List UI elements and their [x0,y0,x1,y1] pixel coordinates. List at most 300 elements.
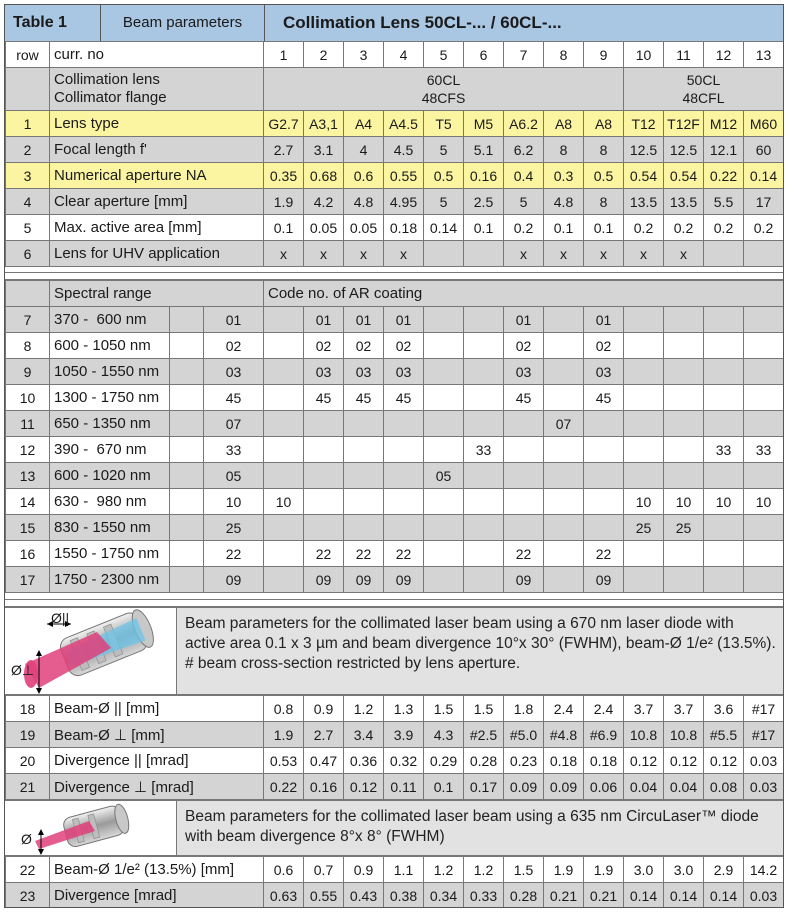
coating-value [464,567,504,593]
beam-parameter-row [6,696,784,722]
beam-parameter-value: 0.04 [664,774,704,800]
beam-parameter-value: 1.9 [544,857,584,883]
beam-parameter-value: 1.5 [464,696,504,722]
spectral-row [6,437,784,463]
coating-value [544,359,584,385]
coating-value: 03 [584,359,624,385]
coating-value [544,567,584,593]
coating-value [624,307,664,333]
spectral-range: 1050 - 1550 nm [50,359,170,385]
coating-value [424,359,464,385]
coating-value: 45 [584,385,624,411]
column-number: 6 [464,42,504,68]
coating-value [424,437,464,463]
spectral-row [6,307,784,333]
coating-value [304,463,344,489]
property-value: 4.8 [344,189,384,215]
beam-parameter-value: 1.2 [464,857,504,883]
coating-value [704,463,744,489]
collimation-lens-label: Collimation lens [54,71,160,88]
property-value: x [544,241,584,267]
property-value: 0.2 [744,215,784,241]
beam-parameter-value: 0.03 [744,748,784,774]
beam-parameter-value: 0.11 [384,774,424,800]
row-number: 2 [6,137,50,163]
spectral-range: 600 - 1020 nm [50,463,170,489]
beam-parameter-value: 0.14 [704,883,744,909]
property-value: 0.14 [744,163,784,189]
property-value: 5 [424,137,464,163]
coating-value: 02 [384,333,424,359]
coating-value [664,359,704,385]
coating-value: 01 [344,307,384,333]
coating-value: 45 [304,385,344,411]
beam-parameter-row [6,748,784,774]
property-value: G2.7 [264,111,304,137]
beam-parameter-value: 3.4 [344,722,384,748]
row-number: 1 [6,111,50,137]
coating-value [664,437,704,463]
row-number: 12 [6,437,50,463]
beam-info-panel-635nm [5,800,783,856]
property-value: 0.35 [264,163,304,189]
coating-value: 01 [504,307,544,333]
coating-value [744,463,784,489]
coating-value: 10 [704,489,744,515]
coating-value [504,463,544,489]
row-number: 13 [6,463,50,489]
beam-parameter-value: #4.8 [544,722,584,748]
coating-value [544,333,584,359]
row-number: 3 [6,163,50,189]
beam-parameter-value: 0.12 [704,748,744,774]
coating-value: 45 [384,385,424,411]
spectral-row [6,489,784,515]
range-gap [170,437,204,463]
beam-parameter-label: Beam-Ø || [mm] [50,696,264,722]
beam-parameter-table-sheet [4,4,784,908]
coating-value [584,437,624,463]
beam-parameter-label: Divergence ⊥ [mrad] [50,774,264,800]
lens-group-50cl [624,68,784,111]
coating-value [464,489,504,515]
coating-value [464,333,504,359]
beam-parameter-value: 0.09 [544,774,584,800]
coating-value [704,385,744,411]
property-value: x [584,241,624,267]
coating-value [464,541,504,567]
property-value: 4.5 [384,137,424,163]
row-number: 16 [6,541,50,567]
property-value: 4.95 [384,189,424,215]
property-row [6,241,784,267]
beam-parameter-value: 0.34 [424,883,464,909]
range-gap [170,385,204,411]
property-value: M60 [744,111,784,137]
property-value: T5 [424,111,464,137]
coating-value [264,567,304,593]
range-gap [170,463,204,489]
coating-value: 33 [744,437,784,463]
coating-code: 45 [204,385,264,411]
beam-parameter-value: 0.08 [704,774,744,800]
property-value: 4.2 [304,189,344,215]
beam-parameter-value: 0.43 [344,883,384,909]
property-row [6,163,784,189]
property-value: 8 [584,189,624,215]
property-value: 5.5 [704,189,744,215]
beam-parameter-value: 0.53 [264,748,304,774]
property-value: 2.7 [264,137,304,163]
beam-parameter-value: 0.09 [504,774,544,800]
property-value: 6.2 [504,137,544,163]
property-value: 0.2 [504,215,544,241]
property-value: 0.22 [704,163,744,189]
collimator-flange-label: Collimator flange [54,89,167,106]
coating-value: 09 [384,567,424,593]
beam-parameter-row [6,857,784,883]
coating-value [544,541,584,567]
coating-value [624,333,664,359]
coating-value [584,411,624,437]
coating-value [504,411,544,437]
spectral-range: 650 - 1350 nm [50,411,170,437]
property-value: 60 [744,137,784,163]
property-value: 0.1 [464,215,504,241]
beam-parameter-label: Divergence [mrad] [50,883,264,909]
column-number: 4 [384,42,424,68]
property-value: 0.54 [664,163,704,189]
ar-coating-code-header: Code no. of AR coating [264,281,784,307]
row-number: 4 [6,189,50,215]
range-gap [170,307,204,333]
coating-value [424,307,464,333]
beam-parameter-value: 0.28 [504,883,544,909]
property-value: 12.1 [704,137,744,163]
coating-value: 03 [504,359,544,385]
group-flange-name: 48CFS [421,90,466,106]
beam-parameters-670nm-table [5,695,784,800]
curr-no-header: curr. no [50,42,264,68]
spectral-row [6,515,784,541]
coating-value [664,541,704,567]
property-value: 0.68 [304,163,344,189]
beam-parameter-value: 2.7 [304,722,344,748]
row-number: 23 [6,883,50,909]
beam-parameter-value: 1.5 [424,696,464,722]
coating-value: 03 [344,359,384,385]
beam-parameter-value: 4.3 [424,722,464,748]
range-gap [170,359,204,385]
beam-parameter-value: 0.12 [664,748,704,774]
coating-value [304,437,344,463]
range-gap [170,541,204,567]
coating-value [384,515,424,541]
property-value: 0.14 [424,215,464,241]
property-value: 0.5 [584,163,624,189]
property-value: 2.5 [464,189,504,215]
coating-value [744,567,784,593]
coating-value [504,437,544,463]
coating-value [584,463,624,489]
property-value: 0.3 [544,163,584,189]
coating-value [344,411,384,437]
beam-parameter-value: 3.9 [384,722,424,748]
beam-parameter-label: Beam-Ø 1/e² (13.5%) [mm] [50,857,264,883]
property-value: 3.1 [304,137,344,163]
beam-parameter-value: 1.9 [584,857,624,883]
coating-value: 33 [704,437,744,463]
row-number: 21 [6,774,50,800]
beam-parameter-value: 0.06 [584,774,624,800]
coating-value: 25 [664,515,704,541]
spectral-range: 1750 - 2300 nm [50,567,170,593]
coating-value: 09 [584,567,624,593]
coating-value [304,489,344,515]
coating-value: 02 [504,333,544,359]
coating-value [264,437,304,463]
beam-parameter-value: 0.21 [584,883,624,909]
beam-parameter-value: 0.18 [584,748,624,774]
beam-parameter-value: 3.0 [664,857,704,883]
beam-diameter-parallel-symbol: Ø|| [51,610,70,626]
coating-value [704,567,744,593]
coating-value: 07 [544,411,584,437]
beam-parameter-value: 0.03 [744,883,784,909]
property-value: 12.5 [624,137,664,163]
property-row [6,215,784,241]
property-row [6,189,784,215]
beam-parameter-value: 1.3 [384,696,424,722]
beam-info-text-635nm: Beam parameters for the collimated laser beam using a 635 nm CircuLaser™ diode with beam divergence 8°x 8° (FWHM) [185,808,759,845]
beam-parameter-value: 2.9 [704,857,744,883]
beam-parameter-value: 0.12 [624,748,664,774]
property-value: 5 [424,189,464,215]
coating-value [624,541,664,567]
spectral-row [6,333,784,359]
collimator-lens-illustration [5,608,175,694]
beam-parameter-value: 0.12 [344,774,384,800]
coating-value [464,359,504,385]
property-value: 5 [504,189,544,215]
property-value [464,241,504,267]
coating-value [664,385,704,411]
spectral-row [6,359,784,385]
column-number: 9 [584,42,624,68]
coating-value [744,307,784,333]
coating-value [744,385,784,411]
coating-value: 22 [344,541,384,567]
property-value: 0.05 [304,215,344,241]
coating-value [424,489,464,515]
coating-value [624,411,664,437]
property-label: Numerical aperture NA [50,163,264,189]
coating-code: 05 [204,463,264,489]
range-gap [170,333,204,359]
coating-value [544,385,584,411]
spectral-row [6,541,784,567]
beam-parameters-635nm-table [5,856,784,908]
spectral-row [6,463,784,489]
coating-value [664,333,704,359]
row-number: 18 [6,696,50,722]
coating-value [344,463,384,489]
range-gap [170,567,204,593]
property-value: 8 [544,137,584,163]
coating-value: 03 [304,359,344,385]
table-header-bar [5,5,783,42]
property-label: Lens type [50,111,264,137]
beam-parameter-value: 0.29 [424,748,464,774]
beam-info-panel-670nm [5,607,783,695]
row-number: 7 [6,307,50,333]
property-row [6,111,784,137]
column-number: 1 [264,42,304,68]
column-number: 13 [744,42,784,68]
row-number: 17 [6,567,50,593]
row-number: 6 [6,241,50,267]
column-number: 12 [704,42,744,68]
beam-parameter-value: 0.36 [344,748,384,774]
property-value: x [384,241,424,267]
coating-value: 01 [584,307,624,333]
coating-value [704,411,744,437]
section-spacer [5,272,783,280]
row-number: 10 [6,385,50,411]
coating-value [744,359,784,385]
coating-value [304,411,344,437]
property-value: 17 [744,189,784,215]
lens-group-labels [50,68,264,111]
beam-parameter-value: #17 [744,696,784,722]
coating-code: 33 [204,437,264,463]
spectral-coating-table [5,280,784,593]
range-gap [170,515,204,541]
coating-value [624,463,664,489]
spectral-header-row [6,281,784,307]
beam-parameter-value: 0.14 [664,883,704,909]
property-value [704,241,744,267]
beam-parameter-value: 1.2 [344,696,384,722]
property-value: 0.6 [344,163,384,189]
lens-group-row [6,68,784,111]
beam-parameter-value: 0.63 [264,883,304,909]
beam-parameter-value: 3.7 [624,696,664,722]
range-gap [170,411,204,437]
range-gap [170,489,204,515]
coating-value [384,463,424,489]
coating-value: 22 [304,541,344,567]
beam-parameter-value: 14.2 [744,857,784,883]
coating-value [544,437,584,463]
coating-value [704,333,744,359]
column-number: 5 [424,42,464,68]
coating-value [664,463,704,489]
coating-value: 22 [584,541,624,567]
coating-value [344,489,384,515]
coating-value [384,411,424,437]
row-number [6,281,50,307]
coating-value [304,515,344,541]
coating-value: 01 [384,307,424,333]
beam-diameter-symbol: Ø [21,831,32,847]
beam-parameter-value: 1.1 [384,857,424,883]
beam-parameter-value: 0.17 [464,774,504,800]
coating-code: 22 [204,541,264,567]
coating-code: 02 [204,333,264,359]
beam-parameter-row [6,883,784,909]
property-value: 0.55 [384,163,424,189]
beam-parameter-value: 0.16 [304,774,344,800]
coating-value [624,567,664,593]
row-number: 14 [6,489,50,515]
beam-parameter-value: 0.8 [264,696,304,722]
beam-parameter-value: 0.33 [464,883,504,909]
beam-parameter-value: 0.9 [304,696,344,722]
property-value: 0.16 [464,163,504,189]
coating-value [264,307,304,333]
section-spacer [5,599,783,607]
property-value: 13.5 [624,189,664,215]
beam-parameter-value: #6.9 [584,722,624,748]
property-value: 0.2 [624,215,664,241]
property-value: 0.2 [664,215,704,241]
coating-value [344,437,384,463]
coating-value: 10 [744,489,784,515]
property-row [6,137,784,163]
coating-value: 45 [344,385,384,411]
coating-value: 05 [424,463,464,489]
spectral-range: 630 - 980 nm [50,489,170,515]
beam-parameter-value: 10.8 [624,722,664,748]
coating-value [464,385,504,411]
property-value: x [624,241,664,267]
coating-value [264,359,304,385]
property-label: Lens for UHV application [50,241,264,267]
property-value: x [664,241,704,267]
coating-code: 10 [204,489,264,515]
spectral-range: 1300 - 1750 nm [50,385,170,411]
row-number: 19 [6,722,50,748]
row-number: 11 [6,411,50,437]
property-value: 0.5 [424,163,464,189]
beam-parameter-value: 0.38 [384,883,424,909]
coating-value: 45 [504,385,544,411]
beam-parameter-value: #5.5 [704,722,744,748]
coating-value [624,437,664,463]
beam-parameter-value: 1.5 [504,857,544,883]
coating-value: 09 [304,567,344,593]
beam-parameter-value: 0.6 [264,857,304,883]
coating-value [424,333,464,359]
table-section: Beam parameters [101,5,265,41]
property-value: x [504,241,544,267]
spectral-range: 1550 - 1750 nm [50,541,170,567]
property-value: A8 [544,111,584,137]
coating-value [464,307,504,333]
property-value: A8 [584,111,624,137]
coating-value [384,437,424,463]
coating-value [744,411,784,437]
coating-value: 03 [384,359,424,385]
property-value: 0.1 [544,215,584,241]
coating-value [624,385,664,411]
coating-value [264,541,304,567]
beam-parameter-value: 2.4 [544,696,584,722]
coating-value [544,463,584,489]
table-title: Collimation Lens 50CL-... / 60CL-... [283,13,562,32]
coating-code: 03 [204,359,264,385]
